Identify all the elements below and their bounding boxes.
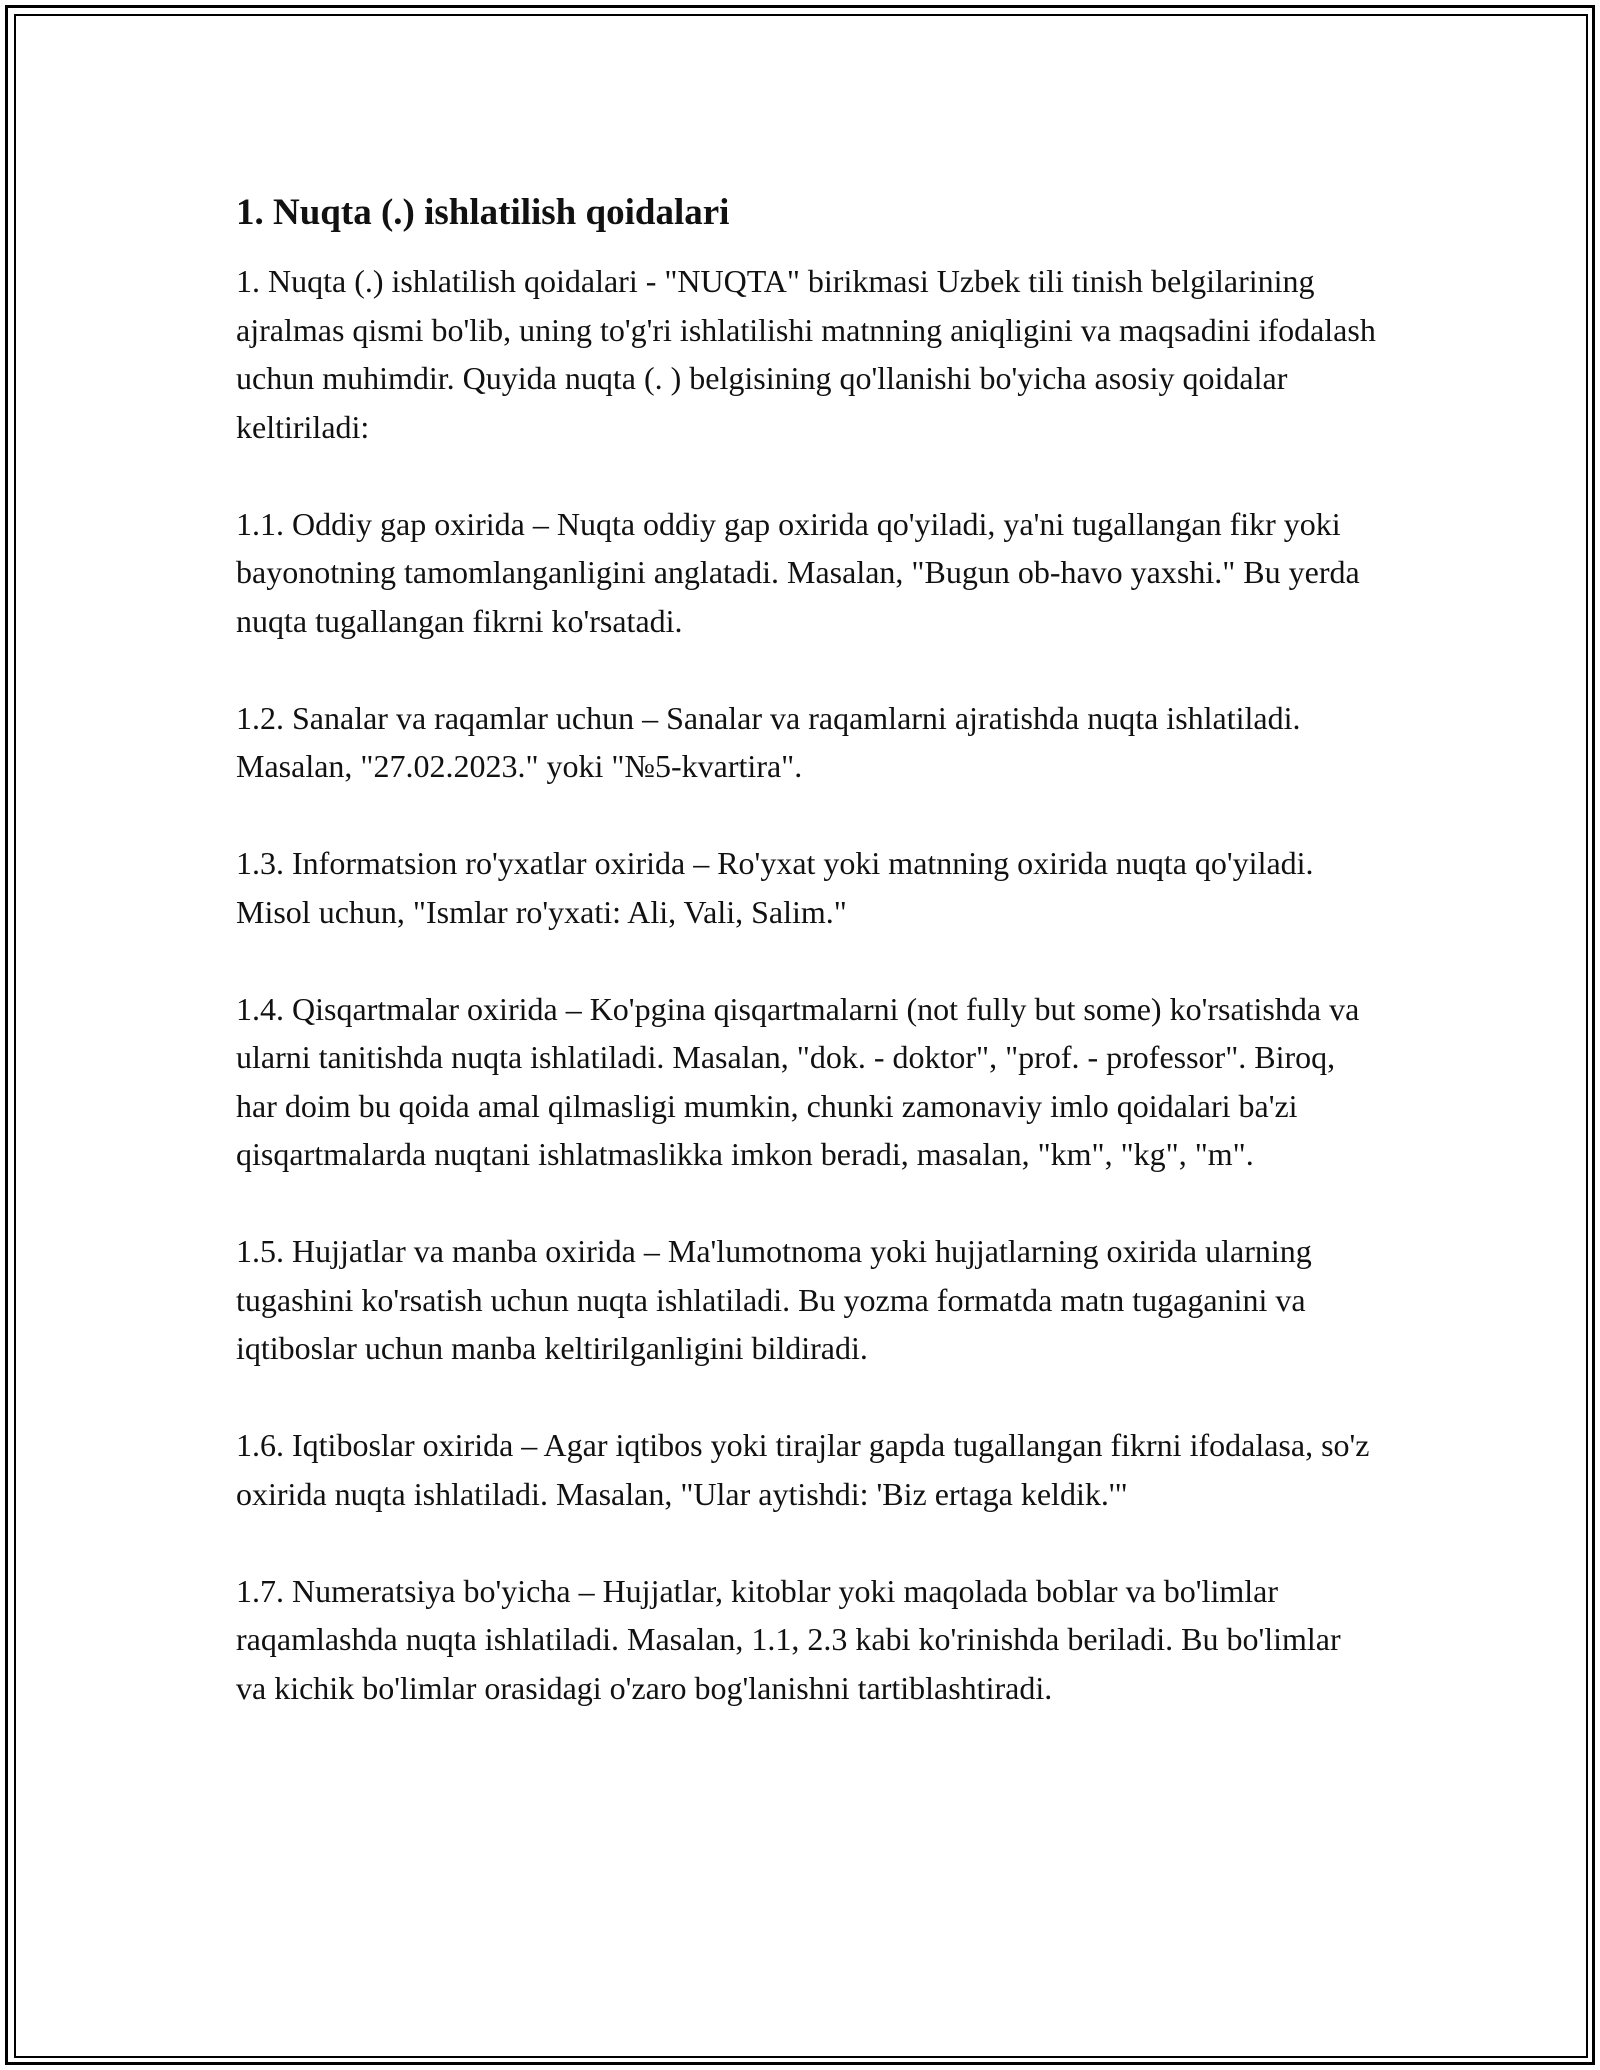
document-title: 1. Nuqta (.) ishlatilish qoidalari — [236, 192, 730, 233]
document-body — [236, 185, 1376, 1761]
paragraph-rule-1-7: 1.7. Numeratsiya bo'yicha – Hujjatlar, kitoblar yoki maqolada boblar va bo'limlar raqamlashda nuqta ishlatiladi. Masalan, 1.1, 2.3 kabi ko'rinishda beriladi. Bu bo'limlar va kichik bo'limlar orasidagi o'zaro bog'lanishni tartiblashtiradi. — [236, 1572, 1341, 1706]
paragraph-rule-1-6: 1.6. Iqtiboslar oxirida – Agar iqtibos yoki tirajlar gapda tugallangan fikrni ifodalasa, so'z oxirida nuqta ishlatiladi. Masalan, "Ular aytishdi: 'Biz ertaga keldik.'" — [236, 1427, 1370, 1512]
paragraph-rule-1-1: 1.1. Oddiy gap oxirida – Nuqta oddiy gap oxirida qo'yiladi, ya'ni tugallangan fikr yoki bayonotning tamomlanganligini anglatadi. Masalan, "Bugun ob-havo yaxshi." Bu yerda nuqta tugallangan fikrni ko'rsatadi. — [236, 505, 1360, 639]
paragraph-rule-1-3: 1.3. Informatsion ro'yxatlar oxirida – Ro'yxat yoki matnning oxirida nuqta qo'yiladi. Misol uchun, "Ismlar ro'yxati: Ali, Vali, Salim." — [236, 845, 1314, 930]
paragraph-rule-1-5: 1.5. Hujjatlar va manba oxirida – Ma'lumotnoma yoki hujjatlarning oxirida ularning tugashini ko'rsatish uchun nuqta ishlatiladi. Bu yozma formatda matn tugaganini va iqtiboslar uchun manba keltirilganligini bildiradi. — [236, 1233, 1312, 1366]
paragraph-intro: 1. Nuqta (.) ishlatilish qoidalari - "NUQTA" birikmasi Uzbek tili tinish belgilarining ajralmas qismi bo'lib, uning to'g'ri ishlatilishi matnning aniqligini va maqsadini ifodalash uchun muhimdir. Quyida nuqta (. ) belgisining qo'llanishi bo'yicha asosiy qoidalar keltiriladi: — [236, 263, 1376, 445]
paragraph-rule-1-4: 1.4. Qisqartmalar oxirida – Ko'pgina qisqartmalarni (not fully but some) ko'rsatishda va ularni tanitishda nuqta ishlatiladi. Masalan, "dok. - doktor", "prof. - professor". Biroq, har doim bu qoida amal qilmasligi mumkin, chunki zamonaviy imlo qoidalari ba'zi qisqartmalarda nuqtani ishlatmaslikka imkon beradi, masalan, "km", "kg", "m". — [236, 990, 1360, 1172]
paragraph-rule-1-2: 1.2. Sanalar va raqamlar uchun – Sanalar va raqamlarni ajratishda nuqta ishlatiladi. Masalan, "27.02.2023." yoki "№5-kvartira". — [236, 699, 1301, 784]
